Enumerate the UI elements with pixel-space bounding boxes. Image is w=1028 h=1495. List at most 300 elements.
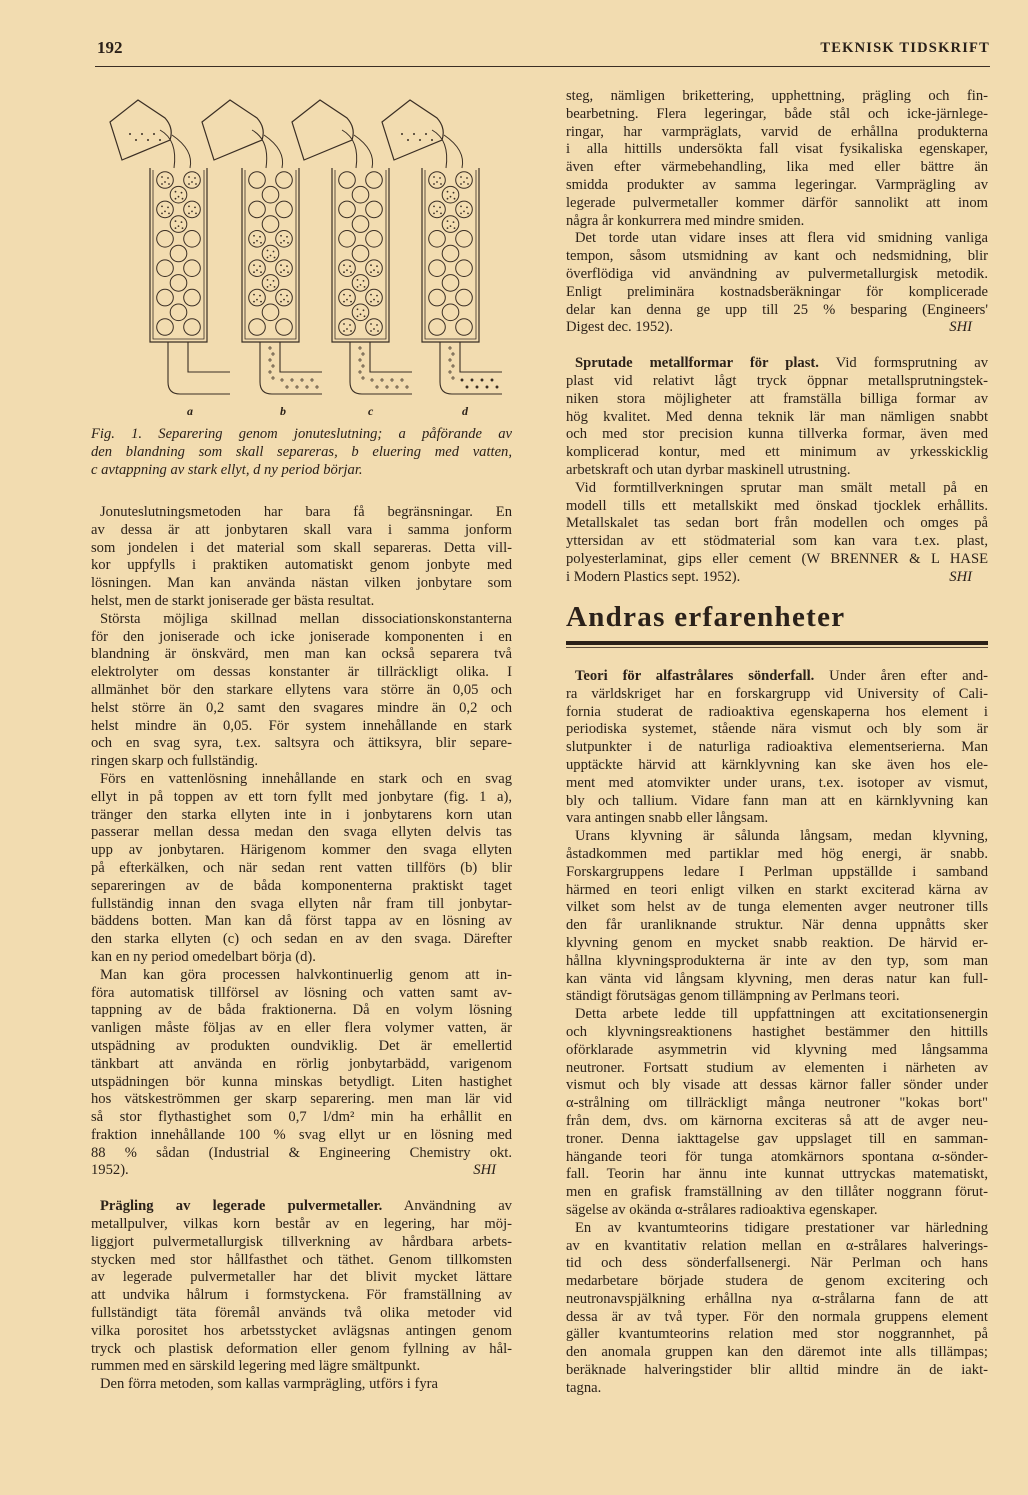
solute-dot [460,183,462,185]
solute-dot [280,264,282,266]
solute-dot [175,220,177,222]
ion-exchange-bead [442,275,459,292]
solute-dot [253,264,255,266]
solute-dot [270,255,272,257]
solute-dot [433,176,435,178]
text-line: oförklarade asymmetrin vid klyvning med långsamma [566,1041,988,1058]
journal-title: TEKNISK TIDSKRIFT [820,40,990,56]
solute-dot [188,183,190,185]
solute-dot [256,240,258,242]
text-line: beräknade halveringstider blir alltid mindre än de iakt- [566,1362,988,1379]
solute-dot [370,264,372,266]
solute-dot [370,271,372,273]
text-line: ra världskriget har en forskargrupp vid University of Cali- [566,685,988,702]
ion-exchange-bead [442,304,459,321]
text-line: utspädning av produkten oundviklig. Det är emellertid [91,1037,512,1054]
text-line: Förs en vattenlösning innehållande en stark och en svag [100,770,512,787]
text-line: elektrolyter om dessas konstanter är tillräckligt olika. I [91,664,512,681]
ion-exchange-bead [249,231,266,248]
solute-dot [280,294,282,296]
ion-exchange-bead [184,260,201,277]
solute-dot [161,206,163,208]
solute-dot [256,299,258,301]
article-heading: Prägling av legerade pulvermetaller. [100,1198,383,1215]
solute-dot [454,227,456,229]
ion-exchange-bead [366,172,383,189]
effluent-drop [449,359,451,361]
solute-dot [460,176,462,178]
column-tube-inner [425,170,476,339]
ion-exchange-bead [352,245,369,262]
solute-dot [286,265,288,267]
text-line: polyesterlaminat, gips eller cement (W BRENNER & L HASE [566,550,988,567]
effluent-drop [316,386,318,388]
ion-exchange-bead [184,289,201,306]
text-line: föra automatisk tillförsel av lösning och vatten samt av- [91,984,512,1001]
effluent-drop [449,347,451,349]
text-line: tappning av de båda fraktionerna. Då en volym lösning [91,1002,512,1019]
article-heading: Teori för alfastrålares sönderfall. [575,668,815,684]
header-rule [95,66,990,67]
paragraph [566,480,988,587]
author-signature: SHI [473,1162,496,1179]
solution-dot [401,133,403,135]
column-tube [422,168,479,342]
solute-dot [178,196,180,198]
text-line: blandning är önskvärd, men man kan också separera två [91,646,512,663]
solute-dot [175,227,177,229]
solution-dot [135,139,137,141]
solute-dot [164,181,166,183]
paragraph [566,230,988,337]
solute-dot [267,286,269,288]
solute-dot [363,309,365,311]
text-line: delar kan denna ge upp till 25 % besparing (Engineers' [566,301,988,318]
solution-dot [153,133,155,135]
solute-dot [181,192,183,194]
solute-dot [357,279,359,281]
solute-dot [346,328,348,330]
right-column-bottom [566,668,988,1398]
solute-dot [363,280,365,282]
solute-dot [377,271,379,273]
solute-dot [253,294,255,296]
paragraph [566,828,988,1006]
effluent-drop [396,386,398,388]
solute-dot [283,299,285,301]
solute-dot [175,198,177,200]
article-heading: Sprutade metallformar för plast. [575,355,819,372]
effluent-drop [359,347,361,349]
text-line: separeringen av de båda komponenterna praktiskt taget [91,877,512,894]
solute-dot [280,235,282,237]
ion-exchange-bead [170,245,187,262]
ion-exchange-bead [170,216,187,233]
page-number: 192 [97,38,123,57]
solute-dot [343,301,345,303]
paragraph [91,967,512,1181]
outlet-pipe [350,342,412,394]
ion-exchange-bead [456,319,473,336]
ion-exchange-bead [249,289,266,306]
ion-exchange-bead [249,172,266,189]
solute-dot [373,299,375,301]
solute-dot [270,284,272,286]
figure-caption [91,426,512,479]
text-line: niken stora möjligheter att framställa billiga formar av [566,390,988,407]
text-line: bly och tallium. Vidare fann man att en kärnklyvning kan [566,792,988,809]
text-line: fraktion innehållande 100 % svag ellyt ur en lösning med [91,1126,512,1143]
ion-exchange-bead [352,216,369,233]
text-line: av en kvantitativ relation mellan en α-strålares halverings- [566,1237,988,1254]
text-line: komplicerad kontur, med ett minimum av yrkesskicklig [566,444,988,461]
solute-dot [467,213,469,215]
solute-dot [349,324,351,326]
text-line [566,319,988,337]
ion-exchange-bead [157,319,174,336]
solute-dot [267,250,269,252]
ion-exchange-bead [339,231,356,248]
text-line: från dem, dvs. om kärnorna exciteras så att de avger neu- [566,1112,988,1129]
effluent-drop [476,386,478,388]
solute-dot [182,198,184,200]
ion-exchange-bead [276,201,293,218]
ion-exchange-bead [352,275,369,292]
solute-dot [460,213,462,215]
text-line: tryck och plastisk deformation eller genom fyllning av hål- [91,1340,512,1357]
solute-dot [181,221,183,223]
solute-dot [343,271,345,273]
paragraph [91,771,512,967]
paragraph [566,88,988,230]
solute-dot [346,299,348,301]
text-line: tid och dess sönderfallsenergi. När Perlman och hans [566,1255,988,1272]
solute-dot [194,207,196,209]
solute-dot [260,242,262,244]
text-line: kor uppfylls i praktiken automatiskt genom jonbyte med [91,557,512,574]
text-line: dessa är av två typer. För den normala gruppens element [566,1308,988,1325]
solute-dot [370,294,372,296]
paragraph [91,504,512,611]
ion-exchange-bead [262,304,279,321]
text-line: legerade pulvermetaller kommer därför sannolikt att inom [566,194,988,211]
solute-dot [283,240,285,242]
solute-dot [447,220,449,222]
left-column [91,504,512,1394]
effluent-drop [362,353,364,355]
solute-dot [349,295,351,297]
text-line: steg, nämligen brikettering, upphettning, prägling och fin- [566,88,988,104]
solute-dot [440,183,442,185]
text: Digest dec. 1952). [566,319,673,336]
figure-label-a: a [187,404,193,418]
text-line: och klyvningsreaktionens hastighet bestämmer den hittills [566,1023,988,1040]
text-line: vismut och bly visade att dessas kärnor faller sönder under [566,1077,988,1094]
figure-label-c: c [368,404,374,418]
ion-exchange-bead [184,319,201,336]
text-line: och en svag syra, t.ex. saltsyra och ättiksyra, blir separe- [91,735,512,752]
solute-dot [286,236,288,238]
solute-dot [453,192,455,194]
text-line: överflödiga vid användning av pulvermetallurgisk metodik. [566,265,988,282]
text-line: α-strålning om tillräckligt många neutroner "kokas bort" [566,1095,988,1112]
solute-dot [168,183,170,185]
caption-line: Fig. 1. Separering genom jonuteslutning; a påförande av [91,426,512,442]
paragraph [566,1006,988,1220]
effluent-drop [296,386,298,388]
text-line: härmed en teori enligt vilken en starkt exciterad kärna av [566,881,988,898]
article-paragraph [566,668,988,828]
solute-dot [188,176,190,178]
solute-dot [447,198,449,200]
text-line: modell tills ett metallskikt med önskad tjocklek erhållits. [566,497,988,514]
solute-dot [346,269,348,271]
text-line: 88 % sådan (Industrial & Engineering Chemistry okt. [91,1144,512,1161]
solute-dot [161,176,163,178]
solute-dot [436,211,438,213]
column-tube [150,168,207,342]
solute-dot [167,177,169,179]
text-line: kan vänta vid långsam klyvning, men deras natur kan full- [566,970,988,987]
figure-label-b: b [280,404,286,418]
section-rule-thin [566,647,988,648]
solute-dot [350,330,352,332]
ion-exchange-bead [352,186,369,203]
effluent-drop [449,371,451,373]
solute-dot [195,183,197,185]
solute-dot [191,211,193,213]
solute-dot [376,265,378,267]
ion-exchange-bead [339,289,356,306]
text-line: ständigt förutsägas genom tillämpning av Perlmans teori. [566,988,900,1005]
ion-exchange-bead [184,172,201,189]
effluent-drop [491,379,493,381]
ion-exchange-bead [429,260,446,277]
effluent-drop [269,359,271,361]
solute-dot [376,295,378,297]
text-line: av dessa är att jonbytaren skall vara i samma jonform [91,521,512,538]
solute-dot [260,271,262,273]
solute-dot [447,227,449,229]
ion-exchange-bead [456,231,473,248]
solute-dot [287,271,289,273]
solution-dot [425,133,427,135]
text: i Modern Plastics sept. 1952). [566,568,741,585]
effluent-drop [311,379,313,381]
text-line: metallpulver, vilkas korn består av en legering, har möj- [91,1216,512,1233]
text-line: bearbetning. Flera legeringar, både stål och icke-järnlege- [566,105,988,122]
effluent-drop [381,379,383,381]
solute-dot [466,177,468,179]
text-line: hos vätskeströmmen ger skarp separering. men man lär vid [91,1091,512,1108]
text-line [566,668,988,686]
text-line: Metallskalet tas sedan bort från modellen och omges på [566,515,988,532]
ion-exchange-bead [339,172,356,189]
text-line: sägelse av okända α-strålares radioaktiva egenskaper. [566,1201,878,1218]
paragraph [91,611,512,771]
paragraph [91,1376,512,1394]
solution-dot [407,139,409,141]
solute-dot [360,284,362,286]
ion-exchange-bead [249,201,266,218]
solute-dot [454,198,456,200]
figure-drawing [95,80,515,420]
caption-line: c avtappning av stark ellyt, d ny period börjar. [91,461,363,478]
solute-dot [447,191,449,193]
text-line: klyvning genom en mycket snabb reaktion. De härvid er- [566,934,988,951]
solution-dot [159,139,161,141]
solute-dot [376,324,378,326]
ion-exchange-bead [429,172,446,189]
text-line: hängande teori för tunga atomkärnors spontana α-sönder- [566,1148,988,1165]
ion-exchange-bead [456,289,473,306]
solute-dot [260,301,262,303]
text-line: rummen med en särskild legering med lägre smältpunkt. [91,1358,421,1375]
solute-dot [182,227,184,229]
effluent-drop [461,379,463,381]
text-line: helst större än 0,2 samt den svagares mindre än 0,2 och [91,699,512,716]
solute-dot [349,265,351,267]
solute-dot [259,236,261,238]
text-line: tempon, såsom utsmidning av kant och nedsmidning, blir [566,248,988,265]
ion-exchange-bead [262,275,279,292]
text-line: på efterkälken, och när sedan rent vatten tillförs (b) blir [91,859,512,876]
solute-dot [283,269,285,271]
text-line: och med stor precision kunna tillverka formar, även med [566,426,988,443]
text-line: tagna. [566,1379,602,1396]
solute-dot [433,206,435,208]
ion-exchange-bead [429,319,446,336]
solute-dot [343,264,345,266]
text: Under åren efter and- [814,668,988,684]
effluent-drop [359,359,361,361]
solution-dot [413,133,415,135]
effluent-drop [269,347,271,349]
text-line: den anomala gruppen kan den däremot inte alls tillämpas; [566,1344,988,1361]
text-line: passerar mellan dessa medan den svaga ellyten delvis tas [91,824,512,841]
solute-dot [195,213,197,215]
solute-dot [286,295,288,297]
pitcher [292,100,353,160]
text-line: smidda produkter av samma legeringar. Varmprägling av [566,176,988,193]
effluent-drop [359,371,361,373]
text-line: för den joniserade och icke joniserade komponenten i en [91,628,512,645]
ion-exchange-bead [249,260,266,277]
effluent-drop [452,365,454,367]
solute-dot [188,213,190,215]
ion-exchange-bead [339,260,356,277]
outlet-pipe [440,342,502,394]
ion-exchange-bead [184,231,201,248]
text-line: fall. Teorin har ännu inte kunnat uttryckas matematiskt, [566,1166,988,1183]
solute-dot [460,206,462,208]
text-line: medarbetare började studera de genom excitering och [566,1273,988,1290]
text-line [91,1162,512,1180]
solute-dot [433,213,435,215]
ion-exchange-bead [262,245,279,262]
text-line: den får uranliknande struktur. När denna uppnåtts sker [566,917,988,934]
text-line: även efter värmebehandling, lika med eller bättre än [566,159,988,176]
text-line: upp av jonbytaren. Härigenom kommer den svaga ellyten [91,842,512,859]
ion-exchange-bead [442,186,459,203]
caption-line: den blandning som skall separeras, b eluering med vatten, [91,443,512,460]
effluent-drop [272,365,274,367]
text-line: Forskargruppens ledare I Perlman uppställde i samband [566,863,988,880]
solute-dot [370,301,372,303]
ion-exchange-bead [366,319,383,336]
effluent-drop [371,379,373,381]
ion-exchange-bead [442,216,459,233]
effluent-drop [286,386,288,388]
solute-dot [440,213,442,215]
text-line: Urans klyvning är sålunda långsam, medan klyvning, [575,828,988,845]
text-line: Man kan göra processen halvkontinuerlig genom att in- [100,966,512,983]
ion-exchange-bead [456,172,473,189]
solute-dot [280,301,282,303]
solute-dot [466,207,468,209]
outlet-pipe [168,342,230,394]
text: Användning av [382,1198,512,1215]
ion-exchange-bead [262,216,279,233]
solute-dot [267,257,269,259]
solute-dot [287,242,289,244]
solute-dot [377,330,379,332]
text-line: stycken med stor hållfasthet och täthet. Genom tillkomsten [91,1251,512,1268]
text-line: liggjort pulvermetallurgisk tillverkning av hårdbara arbets- [91,1233,512,1250]
text-line [566,569,988,587]
text-line: åstadkommen med partiklar med hög energi, är snabb. [566,845,988,862]
ion-exchange-bead [339,319,356,336]
solute-dot [259,265,261,267]
figure-ion-exchange-columns [95,80,515,420]
solute-dot [343,323,345,325]
pitcher [382,100,443,160]
article-paragraph [566,355,988,480]
solute-dot [253,235,255,237]
solution-dot [431,139,433,141]
solute-dot [191,181,193,183]
text-line: Enligt preliminära kostnadsberäkningar för komplicerade [566,283,988,300]
text-line: hög kvalitet. Med denna teknik lär man nämligen snabbt [566,408,988,425]
text-line: vilket som helst av de tunga elementen avger neutroner tills [566,899,988,916]
effluent-drop [452,353,454,355]
ion-exchange-bead [157,289,174,306]
text-line: ment med atomvikter under urans, t.ex. isotoper av vismut, [566,774,988,791]
text-line: ringen skarp och fullständig. [91,753,258,770]
ion-exchange-bead [366,231,383,248]
text-line: upptäckte härvid att kärnklyvning kan ske även hos ele- [566,756,988,773]
column-tube-inner [245,170,296,339]
text-line: några år konkurrera med mindre smiden. [566,212,805,229]
effluent-drop [376,386,378,388]
text-line: fornia studerat de radioaktiva egenskaperna hos element i [566,703,988,720]
solute-dot [373,269,375,271]
effluent-drop [391,379,393,381]
pitcher [202,100,263,160]
ion-exchange-bead [429,201,446,218]
solute-dot [274,286,276,288]
solute-dot [253,242,255,244]
solute-dot [439,177,441,179]
solute-dot [373,328,375,330]
ion-exchange-bead [276,231,293,248]
effluent-drop [486,386,488,388]
text-line: vilka porositet hos arbetsstycket avlägsnas antingen genom [91,1322,512,1339]
solute-dot [370,323,372,325]
text-line: som jondelen i det material som skall separeras. Detta vill- [91,539,512,556]
text-line: helst, men de starkt joniserade ger bästa resultat. [91,592,375,609]
text-line: att undvika hålrum i formstyckena. För framställning av [91,1287,512,1304]
